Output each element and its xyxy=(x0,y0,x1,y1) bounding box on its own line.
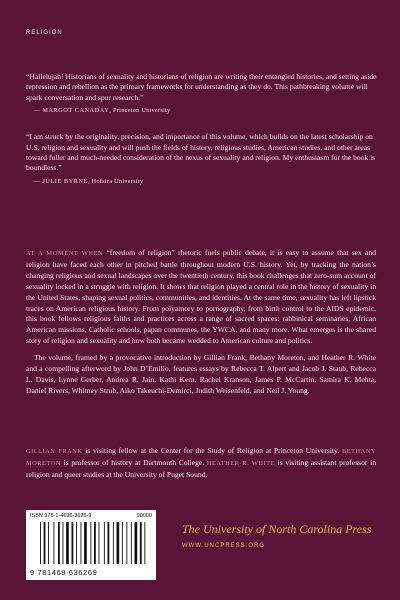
editor-bio: is visiting fellow at the Center for the Study of Religion at Princeton University. xyxy=(82,446,342,455)
description-paragraph xyxy=(26,248,376,347)
barcode xyxy=(26,510,156,580)
quote-text: “Hallelujah! Historians of sexuality and historians of religion are writing their entangled histories, and setting aside repression and rebellion as the primary frameworks for understanding as they do. This pathbreaking volume will spark conversation and spur research.” xyxy=(26,72,377,102)
description-lead: AT A MOMENT WHEN xyxy=(26,250,104,257)
ean-number: 9 781469 636269 xyxy=(30,568,98,577)
isbn-number: ISBN 978-1-4696-3626-9 xyxy=(30,513,92,519)
description-body: “freedom of religion” rhetoric fuels public debate, it is easy to assume that sex and religion have faced each other in pitched battle throughout modern U.S. history. Yet, by tracking the nation’s changing religious and sexual landscapes over the twentieth century, this book challenges that zero-sum account of sexuality locked in a struggle with religion. It shows that religion played a central role in the history of sexuality in the United States, shaping sexual politics, communities, and identities. At the same time, sexuality has left lipstick traces on American religious history. From polyamory to pornography, from birth control to the AIDS epidemic, this book follows religious faiths and practices across a range of sacred spaces: rabbinical seminaries, African American missions, Catholic schools, papan communes, the YWCA, and many more. What emerges is the shared story of religion and sexuality and how both became wedded to American culture and politics. xyxy=(26,248,376,346)
book-description xyxy=(26,248,376,403)
price-code: 90000 xyxy=(136,513,152,519)
publisher-url: WWW.UNCPRESS.ORG xyxy=(182,543,265,549)
quote-affiliation: Hofstra University xyxy=(91,177,144,185)
barcode-bars xyxy=(40,522,150,564)
category-label: RELIGION xyxy=(26,30,63,36)
endorsements xyxy=(26,72,378,203)
editor-name: GILLIAN FRANK xyxy=(26,448,83,455)
editor-bio: is professor of history at Dartmouth College. xyxy=(60,457,207,467)
quote-author: MARGOT CANADAY xyxy=(42,107,110,115)
publisher-name: The University of North Carolina Press xyxy=(182,522,372,536)
endorsement-quote xyxy=(26,72,378,114)
quote-affiliation: Princeton University xyxy=(113,107,171,115)
quote-text: “I am struck by the originality, precision, and importance of this volume, which builds on the latest scholarship on U.S. religion and sexuality and will push the fields of history, religious studies, American studies, and other areas toward fuller and much-needed consideration of the nexus of sexuality and religion. My enthusiasm for the book is boundless.” xyxy=(26,132,376,173)
description-paragraph: The volume, framed by a provocative introduction by Gillian Frank, Bethany Moreton, and Heather R. White and a compelling afterword by John D’Emilio, features essays by Rebecca T. Alpert and Jacob J. Staub, Rebecca L. Davis, Lynne Gerber, Andrea R. Jain, Kathi Kern, Rachel Kranson, James P. McCartin, Samira K. Mehta, Daniel Rivers, Whitney Strub, Aiko Takeuchi-Demirci, Judith Weisenfeld, and Neil J. Young. xyxy=(26,353,376,395)
editor-name: HEATHER R. WHITE xyxy=(206,459,275,467)
editor-name: BETHANY MORETON xyxy=(26,448,377,467)
editor-bios xyxy=(26,446,376,481)
quote-author: JULIE BYRNE xyxy=(42,177,88,185)
quote-attribution: — MARGOT CANADAY, Princeton University xyxy=(34,107,171,115)
editor-bio: is visiting assistant professor in religion and queer studies at the University of Puget Sound. xyxy=(26,457,376,479)
endorsement-quote xyxy=(26,132,378,185)
quote-attribution: — JULIE BYRNE, Hofstra University xyxy=(34,177,144,185)
